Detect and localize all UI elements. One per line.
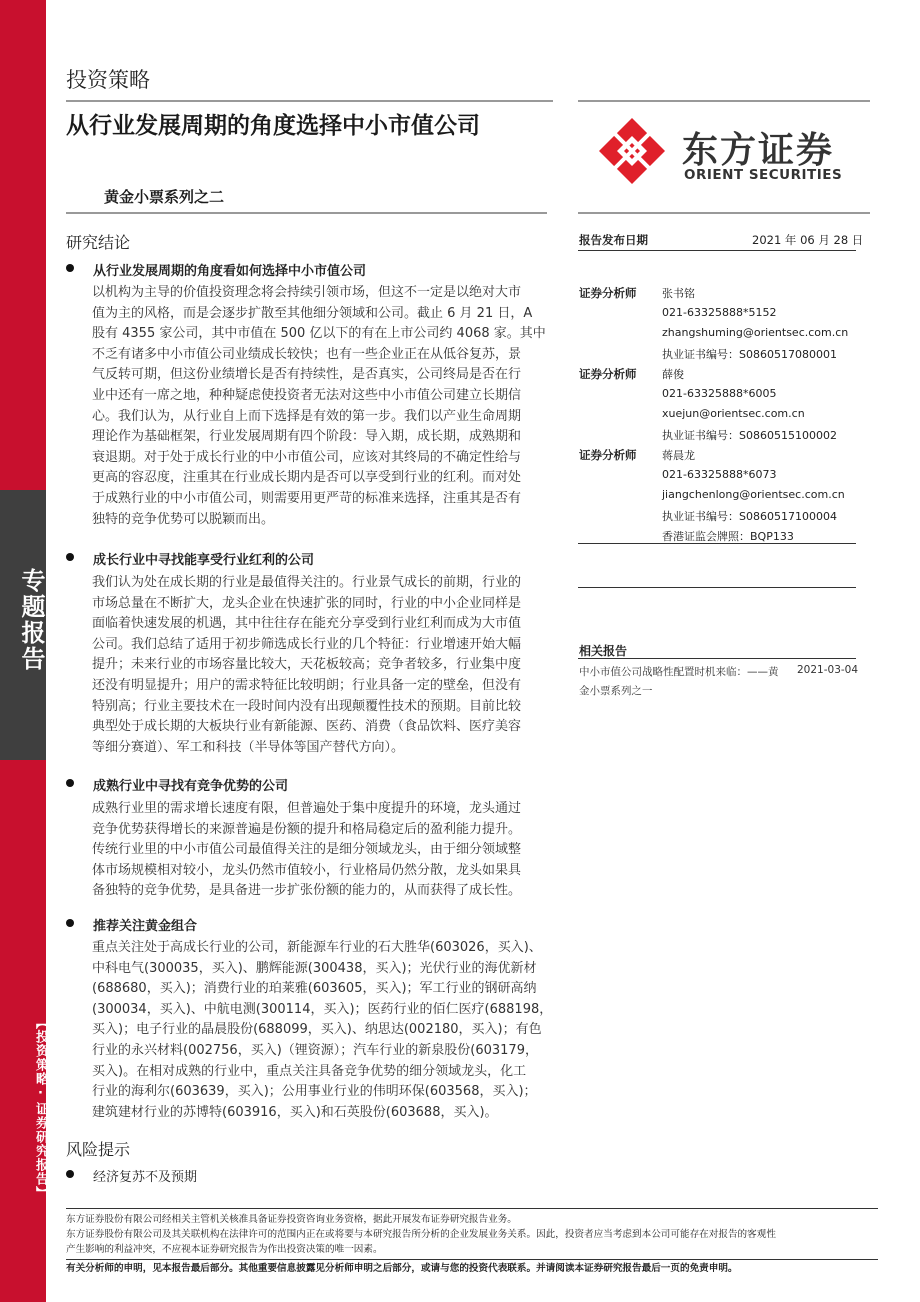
analyst-email[interactable]: xuejun@orientsec.com.cn bbox=[662, 407, 805, 420]
body-line: 建筑建材行业的苏博特(603916，买入)和石英股份(603688，买入)。 bbox=[92, 1104, 498, 1120]
bullet-heading: 成长行业中寻找能享受行业红利的公司 bbox=[93, 553, 315, 568]
divider-title-bottom bbox=[66, 212, 547, 214]
disclaimer bbox=[66, 1212, 876, 1276]
analyst-email[interactable]: jiangchenlong@orientsec.com.cn bbox=[662, 488, 845, 501]
bullet-icon bbox=[66, 264, 74, 272]
body-line: 更高的容忍度，注重其在行业成长期内是否可以享受到行业的红利。而对处 bbox=[92, 470, 522, 486]
analyst-name: 薛俊 bbox=[662, 368, 684, 381]
analyst-label: 证券分析师 bbox=[579, 367, 637, 381]
body-line: 值为主的风格，而是会逐步扩散至其他细分领域和公司。截止 6 月 21 日，A bbox=[92, 305, 533, 321]
disclaimer-line-bold: 有关分析师的申明，见本报告最后部分。其他重要信息披露见分析师申明之后部分，或请与您的投资代表联系。并请阅读本证券研究报告最后一页的免责申明。 bbox=[66, 1263, 738, 1274]
body-line: 行业的永兴材料(002756，买入)（锂资源）；汽车行业的新泉股份(603179， bbox=[92, 1042, 538, 1058]
conclusion-heading: 研究结论 bbox=[66, 233, 131, 252]
body-line: 特别高；行业主要技术在一段时间内没有出现颠覆性技术的预期。目前比较 bbox=[92, 698, 522, 714]
body-line: 股有 4355 家公司，其中市值在 500 亿以下的有在上市公司约 4068 家。其中 bbox=[92, 326, 546, 342]
bullet-icon bbox=[66, 919, 74, 927]
body-line: 中科电气(300035，买入)、鹏辉能源(300438，买入)；光伏行业的海优新材 bbox=[92, 960, 537, 976]
body-line: 业中还有一席之地，种种疑虑使投资者无法对这些中小市值公司建立长期信 bbox=[92, 387, 522, 403]
logo-name-cn: 东方证券 bbox=[682, 130, 835, 171]
bullet-heading: 从行业发展周期的角度看如何选择中小市值公司 bbox=[93, 264, 367, 279]
related-report-link[interactable]: 中小市值公司战略性配置时机来临：——黄 bbox=[579, 666, 779, 678]
analyst-phone: 021-63325888*6073 bbox=[662, 468, 777, 481]
analyst-phone: 021-63325888*6005 bbox=[662, 387, 777, 400]
body-line: 重点关注处于高成长行业的公司，新能源车行业的石大胜华(603026，买入)、 bbox=[92, 940, 542, 955]
body-line: 理论作为基础框架，行业发展周期有四个阶段：导入期，成长期，成熟期和 bbox=[92, 429, 522, 445]
analyst-name: 张书铭 bbox=[662, 287, 695, 300]
logo-mark-icon bbox=[597, 116, 667, 186]
body-line: 提升；未来行业的市场容量比较大，天花板较高；竞争者较多，行业集中度 bbox=[92, 657, 522, 673]
analyst-cert: 执业证书编号：S0860517080001 bbox=[662, 348, 837, 361]
body-line: 公司。我们总结了适用于初步筛选成长行业的几个特征：行业增速开始大幅 bbox=[92, 636, 522, 652]
analyst-cert: 执业证书编号：S0860515100002 bbox=[662, 429, 837, 442]
report-type-label: 专题报告 bbox=[17, 568, 45, 672]
bullet-body bbox=[92, 283, 553, 530]
body-line: 市场总量在不断扩大，龙头企业在快速扩张的同时，行业的中小企业同样是 bbox=[92, 595, 522, 611]
bullet-body bbox=[92, 938, 553, 1123]
body-line: 体市场规模相对较小，龙头仍然市值较小，行业格局仍然分散，龙头如果具 bbox=[92, 862, 522, 878]
risk-heading: 风险提示 bbox=[66, 1140, 131, 1159]
divider-disclaimer-bold bbox=[66, 1259, 878, 1260]
report-category: 投资策略 bbox=[66, 68, 150, 92]
bullet-body bbox=[92, 799, 553, 902]
body-line: 面临着快速发展的机遇，其中往往存在能充分享受到行业红利而成为大市值 bbox=[92, 616, 522, 632]
analyst-name: 蒋晨龙 bbox=[662, 449, 695, 462]
analyst-phone: 021-63325888*5152 bbox=[662, 306, 777, 319]
analyst-cert: 执业证书编号：S0860517100004 bbox=[662, 510, 837, 523]
body-line: 行业的海利尔(603639，买入)；公用事业行业的伟明环保(603568，买入)； bbox=[92, 1084, 537, 1100]
report-series-label: 【投资策略·证券研究报告】 bbox=[33, 1016, 48, 1200]
divider-right-top bbox=[578, 100, 870, 102]
body-line: 还没有明显提升；用户的需求特征比较明朗；行业具备一定的壁垒，但没有 bbox=[92, 677, 522, 693]
body-line: 传统行业里的中小市值公司最值得关注的是细分领域龙头，由于细分领域整 bbox=[92, 842, 522, 858]
analyst-label: 证券分析师 bbox=[579, 286, 637, 300]
body-line: 竞争优势获得增长的来源普遍是份额的提升和格局稳定后的盈利能力提升。 bbox=[92, 821, 522, 837]
divider-top bbox=[66, 100, 553, 102]
divider-related bbox=[578, 658, 856, 659]
body-line: 买入)；电子行业的晶晨股份(688099，买入)、纳思达(002180，买入)；有色 bbox=[92, 1022, 542, 1038]
body-line: 典型处于成长期的大板块行业有新能源、医药、消费（食品饮料、医疗美容 bbox=[92, 719, 522, 735]
bullet-heading: 推荐关注黄金组合 bbox=[93, 919, 198, 934]
logo-name-en: ORIENT SECURITIES bbox=[684, 167, 843, 183]
bullet-body bbox=[92, 573, 553, 758]
risk-item-text: 经济复苏不及预期 bbox=[93, 1170, 198, 1185]
bullet-icon bbox=[66, 779, 74, 787]
divider-analysts bbox=[578, 543, 856, 544]
report-date-label: 报告发布日期 bbox=[579, 233, 648, 247]
page-title: 从行业发展周期的角度选择中小市值公司 bbox=[66, 113, 480, 139]
related-report-link-cont[interactable]: 金小票系列之一 bbox=[579, 685, 653, 697]
body-line: (688680，买入)；消费行业的珀莱雅(603605，买入)；军工行业的钢研高纳 bbox=[92, 981, 537, 997]
divider-disclaimer bbox=[66, 1208, 878, 1209]
divider-related-top bbox=[578, 587, 856, 588]
divider-date bbox=[578, 250, 856, 251]
disclaimer-line: 东方证券股份有限公司及其关联机构在法律许可的范围内正在或将要与本研究报告所分析的企业发展业务关系。因此，投资者应当考虑到本公司可能存在对报告的客观性 bbox=[66, 1229, 776, 1240]
bullet-icon bbox=[66, 1170, 74, 1178]
bullet-heading: 成熟行业中寻找有竞争优势的公司 bbox=[93, 779, 289, 794]
analyst-email[interactable]: zhangshuming@orientsec.com.cn bbox=[662, 326, 849, 339]
analyst-label: 证券分析师 bbox=[579, 448, 637, 462]
body-line: 于成熟行业的中小市值公司，则需要用更严苛的标准来选择，注重其是否有 bbox=[92, 490, 522, 506]
body-line: 衰退期。对于处于成长行业的中小市值公司，应该对其终局的不确定性给与 bbox=[92, 449, 522, 465]
body-line: 以机构为主导的价值投资理念将会持续引领市场，但这不一定是以绝对大市 bbox=[92, 285, 522, 300]
body-line: (300034，买入)、中航电测(300114，买入)；医药行业的佰仁医疗(688198， bbox=[92, 1001, 553, 1017]
body-line: 成熟行业里的需求增长速度有限，但普遍处于集中度提升的环境，龙头通过 bbox=[92, 801, 522, 816]
report-date-value: 2021 年 06 月 28 日 bbox=[752, 233, 864, 247]
body-line: 买入)。在相对成熟的行业中，重点关注具备竞争优势的细分领域龙头，化工 bbox=[92, 1063, 527, 1079]
page-subtitle: 黄金小票系列之二 bbox=[104, 188, 225, 206]
related-report-date: 2021-03-04 bbox=[797, 664, 859, 676]
bullet-icon bbox=[66, 553, 74, 561]
body-line: 独特的竞争优势可以脱颖而出。 bbox=[92, 511, 275, 527]
body-line: 备独特的竞争优势，是具备进一步扩张份额的能力的，从而获得了成长性。 bbox=[92, 883, 522, 899]
analyst-license: 香港证监会牌照：BQP133 bbox=[662, 530, 794, 543]
body-line: 气反转可期，但这份业绩增长是否有持续性，是否真实，公司终局是否在行 bbox=[92, 367, 522, 383]
body-line: 等细分赛道）、军工和科技（半导体等国产替代方向）。 bbox=[92, 739, 405, 755]
body-line: 不乏有诸多中小市值公司业绩成长较快；也有一些企业正在从低谷复苏，景 bbox=[92, 346, 522, 362]
disclaimer-line: 产生影响的利益冲突，不应视本证券研究报告为作出投资决策的唯一因素。 bbox=[66, 1244, 383, 1255]
related-reports-heading: 相关报告 bbox=[579, 644, 628, 658]
orient-securities-logo bbox=[597, 114, 867, 186]
body-line: 心。我们认为，从行业自上而下选择是有效的第一步。我们以产业生命周期 bbox=[92, 408, 522, 424]
divider-right-logo-bottom bbox=[578, 212, 870, 214]
disclaimer-line: 东方证券股份有限公司经相关主管机关核准具备证券投资咨询业务资格，据此开展发布证券研究报告业务。 bbox=[66, 1214, 517, 1225]
body-line: 我们认为处在成长期的行业是最值得关注的。行业景气成长的前期，行业的 bbox=[92, 575, 522, 590]
